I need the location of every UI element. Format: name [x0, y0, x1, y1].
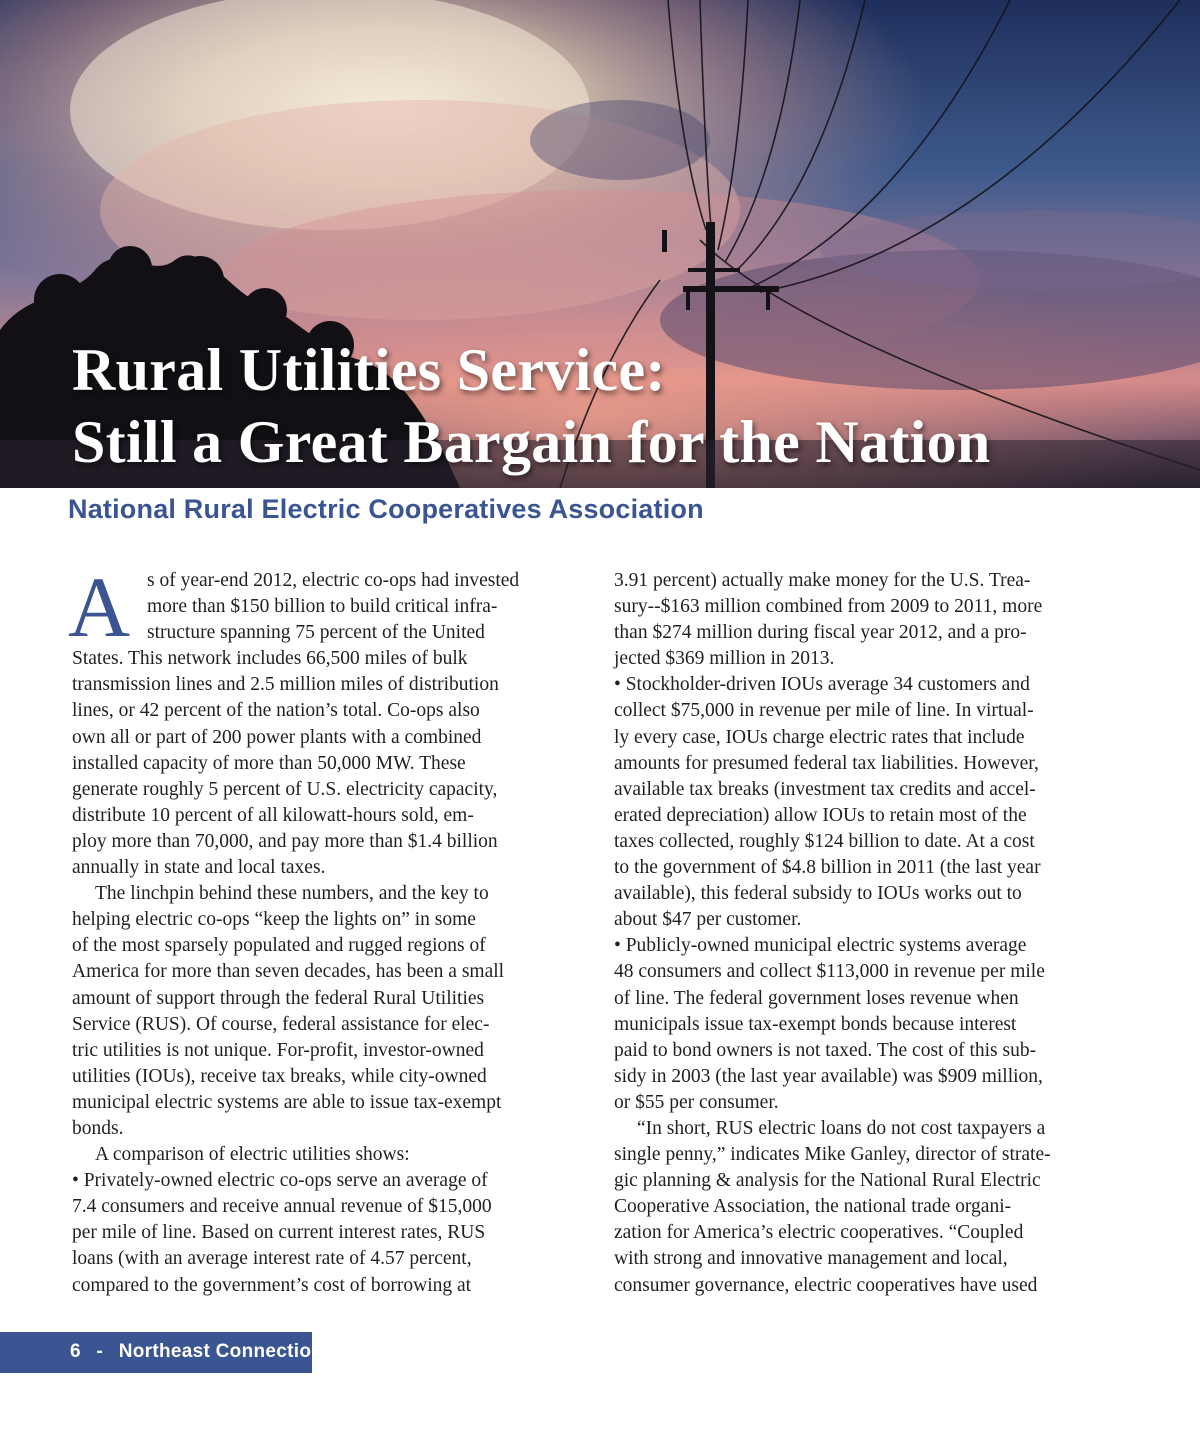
body-line: of line. The federal government loses revenue when	[614, 987, 1019, 1009]
body-line: Cooperative Association, the national trade organi-	[614, 1196, 1012, 1218]
right-column	[614, 568, 1134, 1299]
article-title-line-1: Rural Utilities Service:	[72, 337, 666, 403]
body-line: loans (with an average interest rate of 4.57 percent,	[72, 1248, 472, 1270]
body-line: zation for America’s electric cooperatives. “Coupled	[614, 1222, 1024, 1244]
body-line: own all or part of 200 power plants with a combined	[72, 726, 482, 748]
bullet-line: • Privately-owned electric co-ops serve an average of	[72, 1170, 488, 1192]
body-line: municipal electric systems are able to issue tax-exempt	[72, 1091, 502, 1113]
bullet-line: • Stockholder-driven IOUs average 34 customers and	[614, 674, 1030, 696]
body-line: sidy in 2003 (the last year available) was $909 million,	[614, 1065, 1043, 1087]
page-number: 6	[70, 1341, 81, 1362]
body-line: of the most sparsely populated and rugged regions of	[72, 935, 486, 957]
body-line: gic planning & analysis for the National Rural Electric	[614, 1170, 1041, 1192]
body-line: jected $369 million in 2013.	[614, 648, 835, 670]
body-line: available tax breaks (investment tax credits and accel-	[614, 778, 1036, 800]
body-line: “In short, RUS electric loans do not cost taxpayers a	[637, 1117, 1046, 1139]
body-line: or $55 per consumer.	[614, 1091, 779, 1113]
body-line: structure spanning 75 percent of the United	[147, 622, 485, 644]
body-line: bonds.	[72, 1117, 124, 1139]
body-line: about $47 per customer.	[614, 909, 802, 931]
body-line: available), this federal subsidy to IOUs works out to	[614, 883, 1022, 905]
body-line: Service (RUS). Of course, federal assistance for elec-	[72, 1013, 490, 1035]
body-line: installed capacity of more than 50,000 MW. These	[72, 752, 466, 774]
body-line: States. This network includes 66,500 miles of bulk	[72, 648, 468, 670]
body-line: A comparison of electric utilities shows:	[95, 1144, 410, 1166]
body-line: erated depreciation) allow IOUs to retain most of the	[614, 804, 1027, 826]
body-line: distribute 10 percent of all kilowatt-hours sold, em-	[72, 804, 474, 826]
body-line: ploy more than 70,000, and pay more than $1.4 billion	[72, 830, 498, 852]
left-column	[68, 559, 594, 1299]
body-line: tric utilities is not unique. For-profit, investor-owned	[72, 1039, 484, 1061]
footer-separator: -	[96, 1341, 104, 1362]
article-title-line-2: Still a Great Bargain for the Nation	[72, 409, 991, 475]
body-line: per mile of line. Based on current interest rates, RUS	[72, 1222, 486, 1244]
body-line: generate roughly 5 percent of U.S. electricity capacity,	[72, 778, 498, 800]
body-line: more than $150 billion to build critical infra-	[147, 596, 498, 618]
body-line: 48 consumers and collect $113,000 in revenue per mile	[614, 961, 1045, 983]
article-byline: National Rural Electric Cooperatives Association	[68, 494, 704, 524]
body-line: America for more than seven decades, has been a small	[72, 961, 505, 983]
bullet-line: • Publicly-owned municipal electric systems average	[614, 935, 1027, 957]
footer-label	[70, 1341, 323, 1363]
article-title	[72, 334, 991, 478]
body-line: sury--$163 million combined from 2009 to 2011, more	[614, 596, 1043, 618]
drop-cap: A	[68, 559, 131, 655]
body-line: utilities (IOUs), receive tax breaks, while city-owned	[72, 1065, 487, 1087]
body-line: lines, or 42 percent of the nation’s total. Co-ops also	[72, 700, 480, 722]
body-line: to the government of $4.8 billion in 2011 (the last year	[614, 857, 1041, 879]
hero-photo	[0, 0, 1200, 488]
body-line: The linchpin behind these numbers, and the key to	[95, 883, 489, 905]
body-line: ly every case, IOUs charge electric rates that include	[614, 726, 1025, 748]
body-line: amounts for presumed federal tax liabilities. However,	[614, 752, 1039, 774]
body-line: with strong and innovative management and local,	[614, 1248, 1008, 1270]
publication-name: Northeast Connection	[118, 1341, 324, 1362]
body-line: annually in state and local taxes.	[72, 857, 326, 879]
body-line: collect $75,000 in revenue per mile of line. In virtual-	[614, 700, 1034, 722]
body-line: s of year-end 2012, electric co-ops had invested	[147, 570, 520, 591]
body-line: transmission lines and 2.5 million miles of distribution	[72, 674, 499, 696]
body-line: 7.4 consumers and receive annual revenue of $15,000	[72, 1196, 492, 1218]
body-line: than $274 million during fiscal year 2012, and a pro-	[614, 622, 1027, 644]
body-line: single penny,” indicates Mike Ganley, director of strate-	[614, 1144, 1051, 1166]
body-line: consumer governance, electric cooperatives have used	[614, 1274, 1038, 1296]
body-line: 3.91 percent) actually make money for the U.S. Trea-	[614, 570, 1031, 591]
body-line: helping electric co-ops “keep the lights on” in some	[72, 909, 476, 931]
body-line: taxes collected, roughly $124 billion to date. At a cost	[614, 830, 1035, 852]
body-line: compared to the government’s cost of borrowing at	[72, 1274, 472, 1296]
body-line: municipals issue tax-exempt bonds because interest	[614, 1013, 1017, 1035]
body-line: amount of support through the federal Rural Utilities	[72, 987, 485, 1009]
body-line: paid to bond owners is not taxed. The cost of this sub-	[614, 1039, 1037, 1061]
page-footer	[0, 1332, 324, 1373]
